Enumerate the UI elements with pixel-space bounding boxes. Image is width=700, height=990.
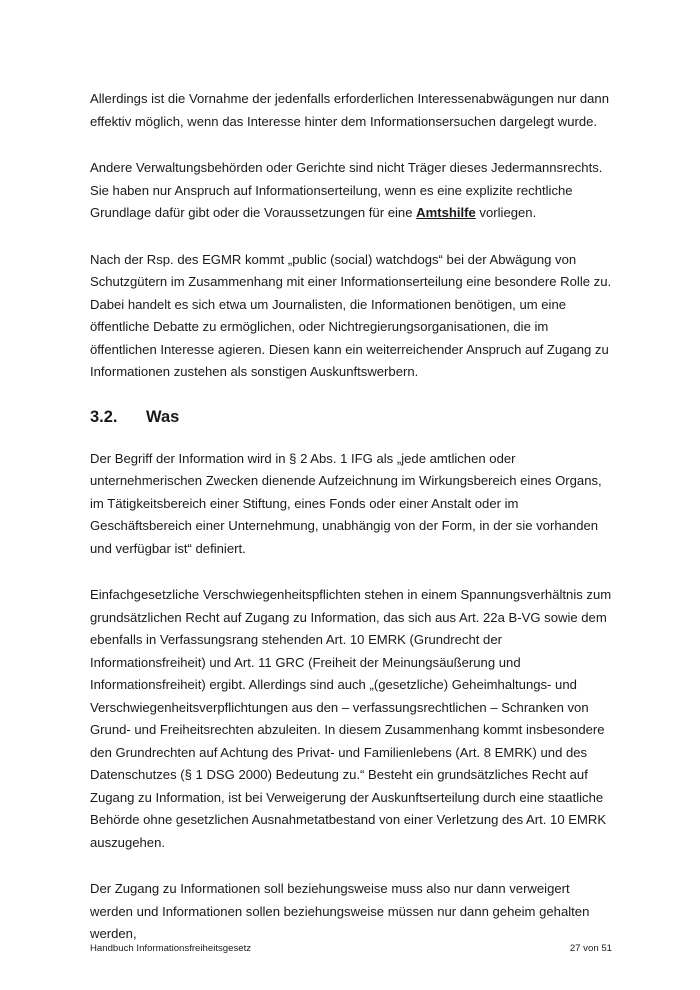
amtshilfe-link[interactable]: Amtshilfe (416, 205, 476, 220)
page-footer (90, 943, 612, 954)
paragraph-confidentiality-duties: Einfachgesetzliche Verschwiegenheitspflichten stehen in einem Spannungsverhältnis zum grundsätzlichen Recht auf Zugang zu Information, das sich aus Art. 22a B-VG sowie dem ebenfalls in Verfassungsrang stehenden Art. 10 EMRK (Grundrecht der Informationsfreiheit) und Art. 11 GRC (Freiheit der Meinungsäußerung und Informationsfreiheit) ergibt. Allerdings sind auch „(gesetzliche) Geheimhaltungs- und Verschwiegenheitsverpflichtungen aus den – verfassungsrechtlichen – Schranken von Grund- und Freiheitsrechten abzuleiten. In diesem Zusammenhang kommt insbesondere den Grundrechten auf Achtung des Privat- und Familienlebens (Art. 8 EMRK) und des Datenschutzes (§ 1 DSG 2000) Bedeutung zu.“ Besteht ein grundsätzliches Recht auf Zugang zu Information, ist bei Verweigerung der Auskunftserteilung durch eine staatliche Behörde ohne gesetzlichen Ausnahmetatbestand von einer Verletzung des Art. 10 EMRK auszugehen. (90, 587, 612, 850)
section-title: Was (146, 407, 180, 426)
page-number: 27 von 51 (569, 943, 612, 954)
paragraph-other-authorities-end: vorliegen. (475, 205, 537, 220)
footer-title: Handbuch Informationsfreiheitsgesetz (90, 943, 252, 954)
document-body (90, 88, 612, 970)
section-number: 3.2. (90, 407, 118, 426)
paragraph-watchdogs: Nach der Rsp. des EGMR kommt „public (social) watchdogs“ bei der Abwägung von Schutzgütern im Zusammenhang mit einer Informationserteilung eine besondere Rolle zu. Dabei handelt es sich etwa um Journalisten, die Informationen benötigen, um eine öffentliche Debatte zu ermöglichen, oder Nichtregierungsorganisationen, die im öffentlichen Interesse agieren. Diesen kann ein weiterreichender Anspruch auf Zugang zu Informationen zustehen als sonstigen Auskunftswerbern. (90, 251, 612, 379)
paragraph-other-authorities (90, 157, 612, 225)
paragraph-interest-weighing: Allerdings ist die Vornahme der jedenfalls erforderlichen Interessenabwägungen nur dann effektiv möglich, wenn das Interesse hinter dem Informationsersuchen dargelegt wurde. (90, 91, 609, 129)
paragraph-information-definition: Der Begriff der Information wird in § 2 Abs. 1 IFG als „jede amtlichen oder unternehmerischen Zwecken dienende Aufzeichnung im Wirkungsbereich eines Organs, im Tätigkeitsbereich einer Stiftung, eines Fonds oder einer Anstalt oder im Geschäftsbereich einer Unternehmung, unabhängig von der Form, in der sie vorhanden und verfügbar ist“ definiert. (90, 450, 602, 556)
section-heading (90, 408, 612, 427)
paragraph-other-authorities-text: Andere Verwaltungsbehörden oder Gerichte sind nicht Träger dieses Jedermannsrechts. Sie haben nur Anspruch auf Informationserteilung, wenn es eine explizite rechtliche Grundlage dafür gibt oder die Voraussetzungen für eine (90, 160, 603, 220)
paragraph-access-refusal: Der Zugang zu Informationen soll beziehungsweise muss also nur dann verweigert werden und Informationen sollen beziehungsweise müssen nur dann geheim gehalten werden, (90, 881, 590, 941)
